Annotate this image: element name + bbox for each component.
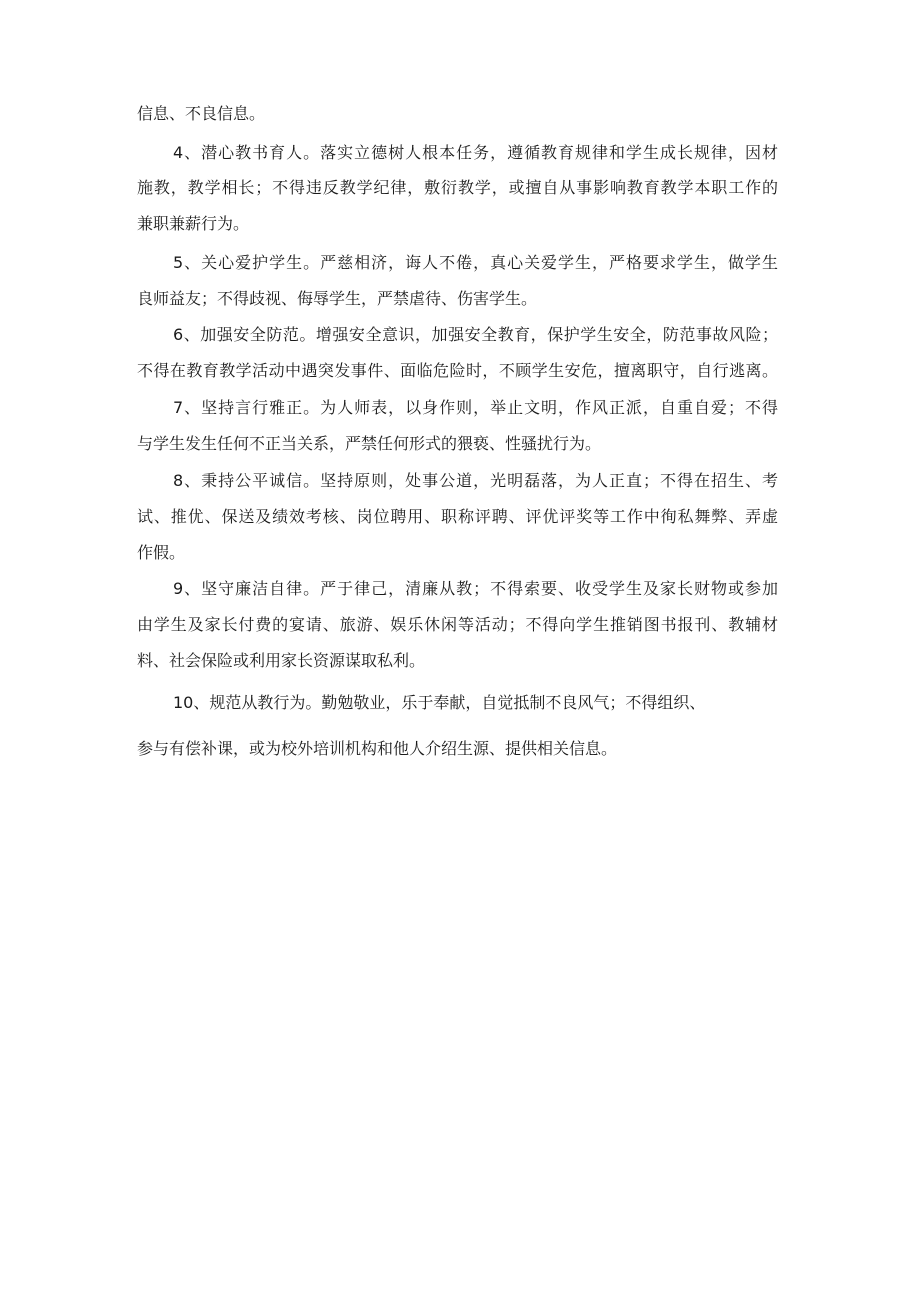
paragraph-6-line-1: 6、加强安全防范。增强安全意识，加强安全教育，保护学生安全，防范事故风险； [173,325,778,344]
paragraph-3-tail: 信息、不良信息。 [137,104,266,123]
paragraph-8-line-3: 作假。 [137,543,186,562]
paragraph-10-line-1: 10、规范从教行为。勤勉敬业，乐于奉献，自觉抵制不良风气；不得组织、 [173,693,706,712]
paragraph-9-line-3: 料、社会保险或利用家长资源谋取私利。 [137,651,426,670]
paragraph-5-line-2: 良师益友；不得歧视、侮辱学生，严禁虐待、伤害学生。 [137,289,538,308]
paragraph-4-line-1: 4、潜心教书育人。落实立德树人根本任务，遵循教育规律和学生成长规律，因材 [173,143,778,162]
paragraph-7-line-2: 与学生发生任何不正当关系，严禁任何形式的猥亵、性骚扰行为。 [137,434,602,453]
paragraph-4-line-2: 施教，教学相长；不得违反教学纪律，敷衍教学，或擅自从事影响教育教学本职工作的 [137,178,778,197]
paragraph-8-line-2: 试、推优、保送及绩效考核、岗位聘用、职称评聘、评优评奖等工作中徇私舞弊、弄虚 [137,507,778,526]
paragraph-10-line-2: 参与有偿补课，或为校外培训机构和他人介绍生源、提供相关信息。 [137,739,618,758]
paragraph-8-line-1: 8、秉持公平诚信。坚持原则，处事公道，光明磊落，为人正直；不得在招生、考 [173,471,778,490]
paragraph-9-line-2: 由学生及家长付费的宴请、旅游、娱乐休闲等活动；不得向学生推销图书报刊、教辅材 [137,615,778,634]
paragraph-7-line-1: 7、坚持言行雅正。为人师表，以身作则，举止文明，作风正派，自重自爱；不得 [173,398,778,417]
paragraph-5-line-1: 5、关心爱护学生。严慈相济，诲人不倦，真心关爱学生，严格要求学生，做学生 [173,253,778,272]
paragraph-6-line-2: 不得在教育教学活动中遇突发事件、面临危险时，不顾学生安危，擅离职守，自行逃离。 [137,361,778,380]
paragraph-9-line-1: 9、坚守廉洁自律。严于律己，清廉从教；不得索要、收受学生及家长财物或参加 [173,579,778,598]
paragraph-4-line-3: 兼职兼薪行为。 [137,214,250,233]
